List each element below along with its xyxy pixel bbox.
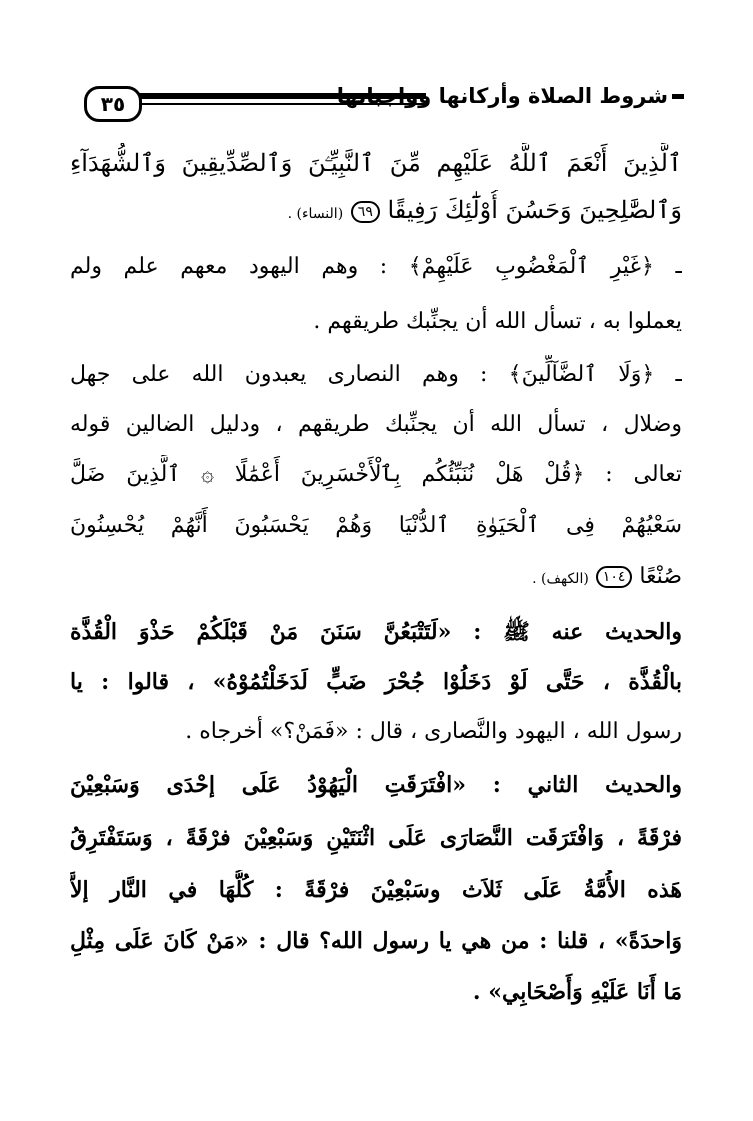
page-header — [84, 82, 684, 122]
text-line-12: رسول الله ، اليهود والنَّصارى ، قال : «فَمَنْ؟» أخرجاه . — [185, 719, 682, 744]
ayah-number-marker: ١٠٤ — [596, 566, 633, 588]
text-line-11: بالْقُذَّة ، حَتَّى لَوْ دَخَلُوْا جُحْرَ ضَبٍّ لَدَخَلْتُمُوْهُ» ، قالوا : يا — [70, 669, 682, 695]
text-line-10: والحديث عنه ﷺ : «لَتَتْبَعُنَّ سَنَنَ مَنْ قَبْلَكُمْ حَذْوَ الْقُذَّة — [70, 619, 682, 645]
text-line-6: وضلال ، تسأل الله أن يجنِّبك طريقهم ، ودليل الضالين قوله — [70, 412, 682, 437]
text-line-3: ـ ﴿غَيْرِ ٱلْمَغْضُوبِ عَلَيْهِمْ﴾ : وهم اليهود معهم علم ولم — [70, 254, 682, 279]
quran-verse-text: وَٱلصَّٰلِحِينَ وَحَسُنَ أُوْلَٰٓئِكَ رَفِيقًا — [387, 196, 682, 224]
text-line-1: ٱلَّذِينَ أَنْعَمَ ٱللَّهُ عَلَيْهِم مِّنَ ٱلنَّبِيِّـۧنَ وَٱلصِّدِّيقِينَ وَٱلشُّهَدَآءِ — [70, 149, 682, 177]
surah-reference: (الكهف) . — [532, 571, 589, 587]
header-ornament-dash — [672, 94, 684, 99]
text-line-13: والحديث الثاني : «افْتَرَقَتِ الْيَهُوْدُ عَلَى إحْدَى وَسَبْعِيْنَ — [70, 772, 682, 798]
quran-verse-text: صُنْعًا — [639, 564, 682, 589]
text-line-2 — [70, 190, 682, 234]
ayah-number-marker: ٦٩ — [351, 201, 380, 223]
text-line-16: وَاحدَةً» ، قلنا : من هي يا رسول الله؟ قال : «مَنْ كَانَ عَلَى مِثْلِ — [70, 928, 682, 954]
page-number: ٣٥ — [84, 86, 142, 122]
text-line-9 — [70, 557, 682, 599]
text-line-8: سَعْيُهُمْ فِى ٱلْحَيَوٰةِ ٱلدُّنْيَا وَهُمْ يَحْسَبُونَ أَنَّهُمْ يُحْسِنُونَ — [70, 513, 682, 538]
text-line-5: ـ ﴿وَلَا ٱلضَّآلِّينَ﴾ : وهم النصارى يعبدون الله على جهل — [70, 362, 682, 387]
running-title: شروط الصلاة وأركانها وواجباتها — [336, 84, 668, 108]
text-line-14: فرْقَةً ، وَافْتَرَقَت النَّصَارَى عَلَى اثْنَتَيْنِ وَسَبْعِيْنَ فرْقَةً ، وَسَتَفْتَرِقُ — [70, 825, 682, 851]
text-line-17: مَا أَنَا عَلَيْهِ وَأَصْحَابِي» . — [472, 979, 682, 1005]
surah-reference: (النساء) . — [287, 206, 344, 222]
text-line-15: هَذه الأُمَّةُ عَلَى ثَلاَث وسَبْعِيْنَ فرْقَةً : كُلُّهَا في النَّار إلاَّ — [70, 877, 682, 903]
text-line-7: تعالى : ﴿قُلْ هَلْ نُنَبِّئُكُم بِٱلْأَخْسَرِينَ أَعْمَٰلًا ۞ ٱلَّذِينَ ضَلَّ — [70, 462, 682, 487]
text-line-4: يعملوا به ، تسأل الله أن يجنِّبك طريقهم . — [313, 309, 682, 334]
